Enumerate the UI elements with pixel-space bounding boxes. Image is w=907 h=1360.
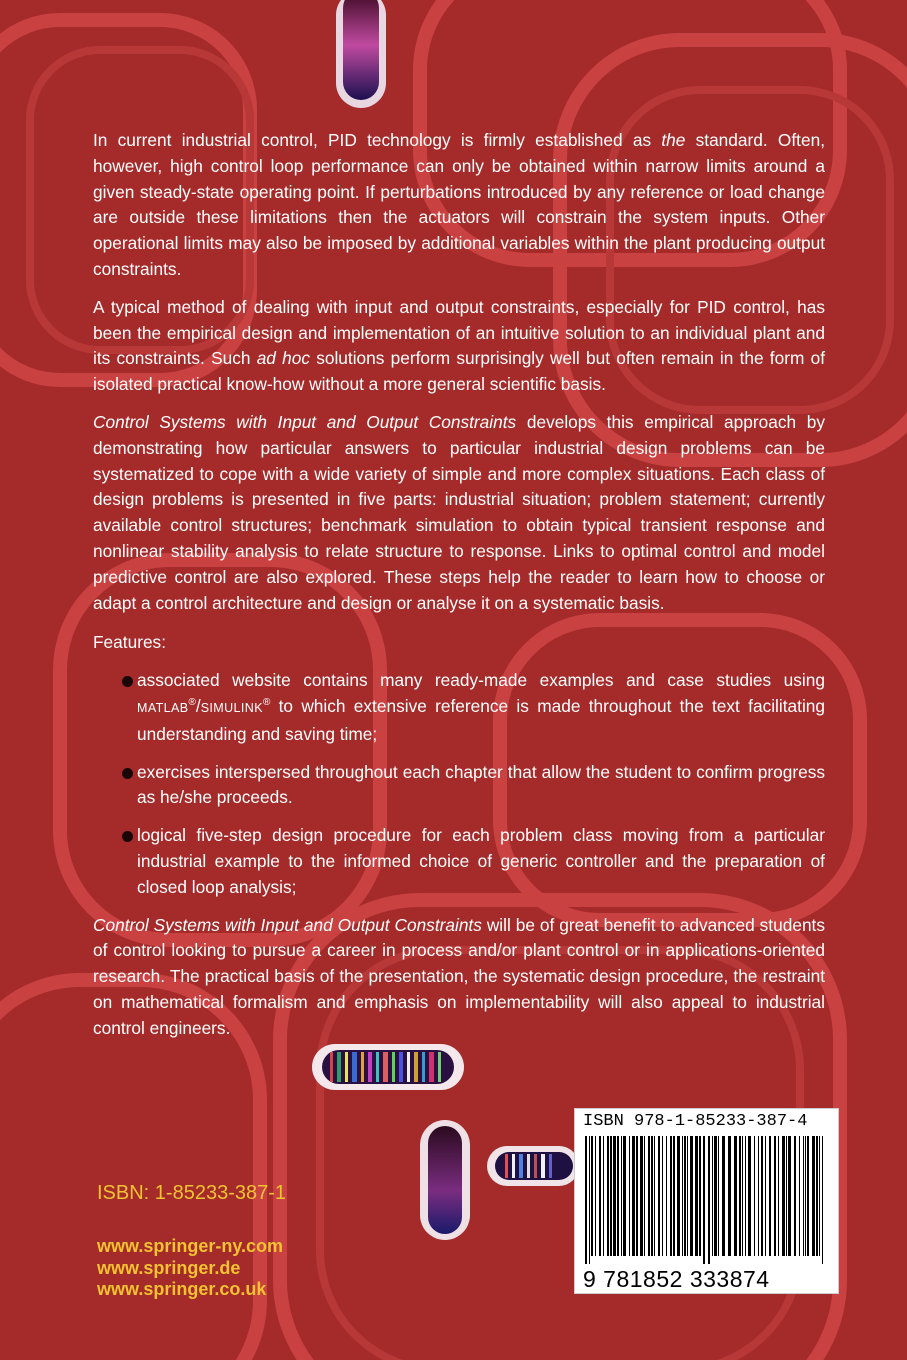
barcode-bars-icon (585, 1136, 828, 1264)
paragraph-benefit: Control Systems with Input and Output Constraints will be of great benefit to advanced students of control looking to pursue a career in process and/or plant control or in applications-oriented research. The practical basis of the presentation, the systematic design procedure, the restraint on mathematical formalism and emphasis on implementability will also appeal to industrial control engineers. (93, 914, 825, 1038)
barcode-bar (690, 1136, 693, 1256)
barcode-digits: 9 781852 333874 (583, 1266, 770, 1292)
barcode-bar (745, 1136, 746, 1256)
barcode-bar (734, 1136, 737, 1256)
barcode-bar (782, 1136, 785, 1256)
barcode-bar (754, 1136, 755, 1256)
barcode-bar (799, 1136, 800, 1256)
barcode-bar (670, 1136, 672, 1256)
barcode-bar (786, 1136, 787, 1256)
barcode (574, 1108, 839, 1294)
barcode-bar (662, 1136, 663, 1256)
barcode-bar (684, 1136, 686, 1256)
barcode-bar (774, 1136, 776, 1256)
barcode-bar (673, 1136, 675, 1256)
barcode-bar (658, 1136, 660, 1256)
barcode-bar (758, 1136, 759, 1256)
barcode-bar (666, 1136, 667, 1256)
barcode-bar (769, 1136, 771, 1256)
barcode-bar (621, 1136, 622, 1256)
barcode-bar (617, 1136, 619, 1256)
paragraph-approach: Control Systems with Input and Output Constraints develops this empirical approach by demonstrating how particular answers to particular industrial design problems can be systematized to cope with a wide variety of simple and more complex situations. Each class of design problems is presented in five parts: industrial situation; problem statement; currently available control structures; benchmark simulation to obtain typical transient response and nonlinear stability analysis to relate structure to response. Links to optimal control and model predictive control are also explored. These steps help the reader to learn how to choose or adapt a control architecture and design or analyse it on a systematic basis. (93, 411, 825, 613)
barcode-isbn: ISBN 978-1-85233-387-4 (583, 1112, 808, 1131)
barcode-bar (603, 1136, 604, 1256)
barcode-bar (623, 1136, 626, 1256)
barcode-bar (812, 1136, 815, 1256)
barcode-bar (748, 1136, 751, 1256)
back-cover-description (93, 128, 825, 1054)
barcode-bar (589, 1136, 590, 1264)
bullet-icon (122, 676, 133, 687)
barcode-bar (599, 1136, 601, 1256)
barcode-bar (739, 1136, 741, 1256)
barcode-bar (728, 1136, 731, 1256)
barcode-bar (718, 1136, 719, 1256)
barcode-bar (636, 1136, 638, 1256)
bullet-icon (122, 831, 133, 842)
barcode-bar (648, 1136, 650, 1256)
barcode-bar (677, 1136, 680, 1256)
barcode-bar (822, 1136, 823, 1264)
barcode-bar (803, 1136, 804, 1256)
barcode-bar (742, 1136, 743, 1256)
barcode-bar (613, 1136, 616, 1256)
barcode-bar (703, 1136, 705, 1264)
barcode-bar (788, 1136, 791, 1256)
barcode-bar (778, 1136, 779, 1256)
barcode-bar (610, 1136, 612, 1256)
barcode-bar (699, 1136, 701, 1256)
barcode-bar (761, 1136, 763, 1256)
barcode-bar (682, 1136, 683, 1256)
barcode-bar (651, 1136, 653, 1256)
feature-item: exercises interspersed throughout each chapter that allow the student to confirm progress as he/she proceeds. (93, 760, 825, 812)
barcode-bar (819, 1136, 820, 1256)
barcode-bar (722, 1136, 725, 1256)
features-list (93, 668, 825, 900)
url-link[interactable]: www.springer-ny.com (97, 1236, 284, 1256)
barcode-bar (807, 1136, 809, 1256)
paragraph-method: A typical method of dealing with input and output constraints, especially for PID control, has been the empirical design and implementation of an intuitive solution to an individual plant and its constraints. Such ad hoc solutions perform surprisingly well but often remain in the form of isolated practical know-how without a more general scientific basis. (93, 296, 826, 395)
feature-item: logical five-step design procedure for each problem class moving from a particular industrial example to the informed choice of generic controller and the preparation of closed loop analysis; (93, 823, 825, 900)
barcode-bar (794, 1136, 796, 1256)
barcode-bar (640, 1136, 643, 1256)
publisher-urls (97, 1236, 283, 1301)
barcode-bar (712, 1136, 713, 1256)
barcode-bar (632, 1136, 635, 1256)
isbn-label: ISBN: 1-85233-387-1 (97, 1182, 287, 1204)
barcode-bar (591, 1136, 593, 1256)
barcode-bar (765, 1136, 766, 1256)
paragraph-intro: In current industrial control, PID technology is firmly established as the standard. Often, however, high control loop performance can only be obtained within narrow limits around a given steady-state operating point. If perturbations introduced by any reference or load change are outside these limitations then the actuators will constrain the system inputs. Other operational limits may also be imposed by additional variables within the plant producing output constraints. (93, 130, 825, 279)
bullet-icon (122, 768, 133, 779)
features-heading: Features: (93, 632, 166, 653)
barcode-bar (644, 1136, 645, 1256)
barcode-bar (714, 1136, 717, 1256)
feature-item: associated website contains many ready-made examples and case studies using MATLAB®/SIMULINK® to which extensive reference is made throughout the text facilitating understanding and saving time; (93, 668, 825, 747)
barcode-bar (607, 1136, 609, 1256)
barcode-bar (654, 1136, 655, 1256)
barcode-bar (805, 1136, 806, 1256)
url-link[interactable]: www.springer.de (97, 1257, 241, 1278)
barcode-bar (687, 1136, 688, 1256)
barcode-bar (595, 1136, 596, 1256)
barcode-bar (629, 1136, 630, 1256)
barcode-bar (708, 1136, 710, 1264)
barcode-bar (816, 1136, 818, 1256)
url-link[interactable]: www.springer.co.uk (97, 1279, 267, 1299)
barcode-bar (695, 1136, 698, 1256)
barcode-bar (585, 1136, 587, 1264)
